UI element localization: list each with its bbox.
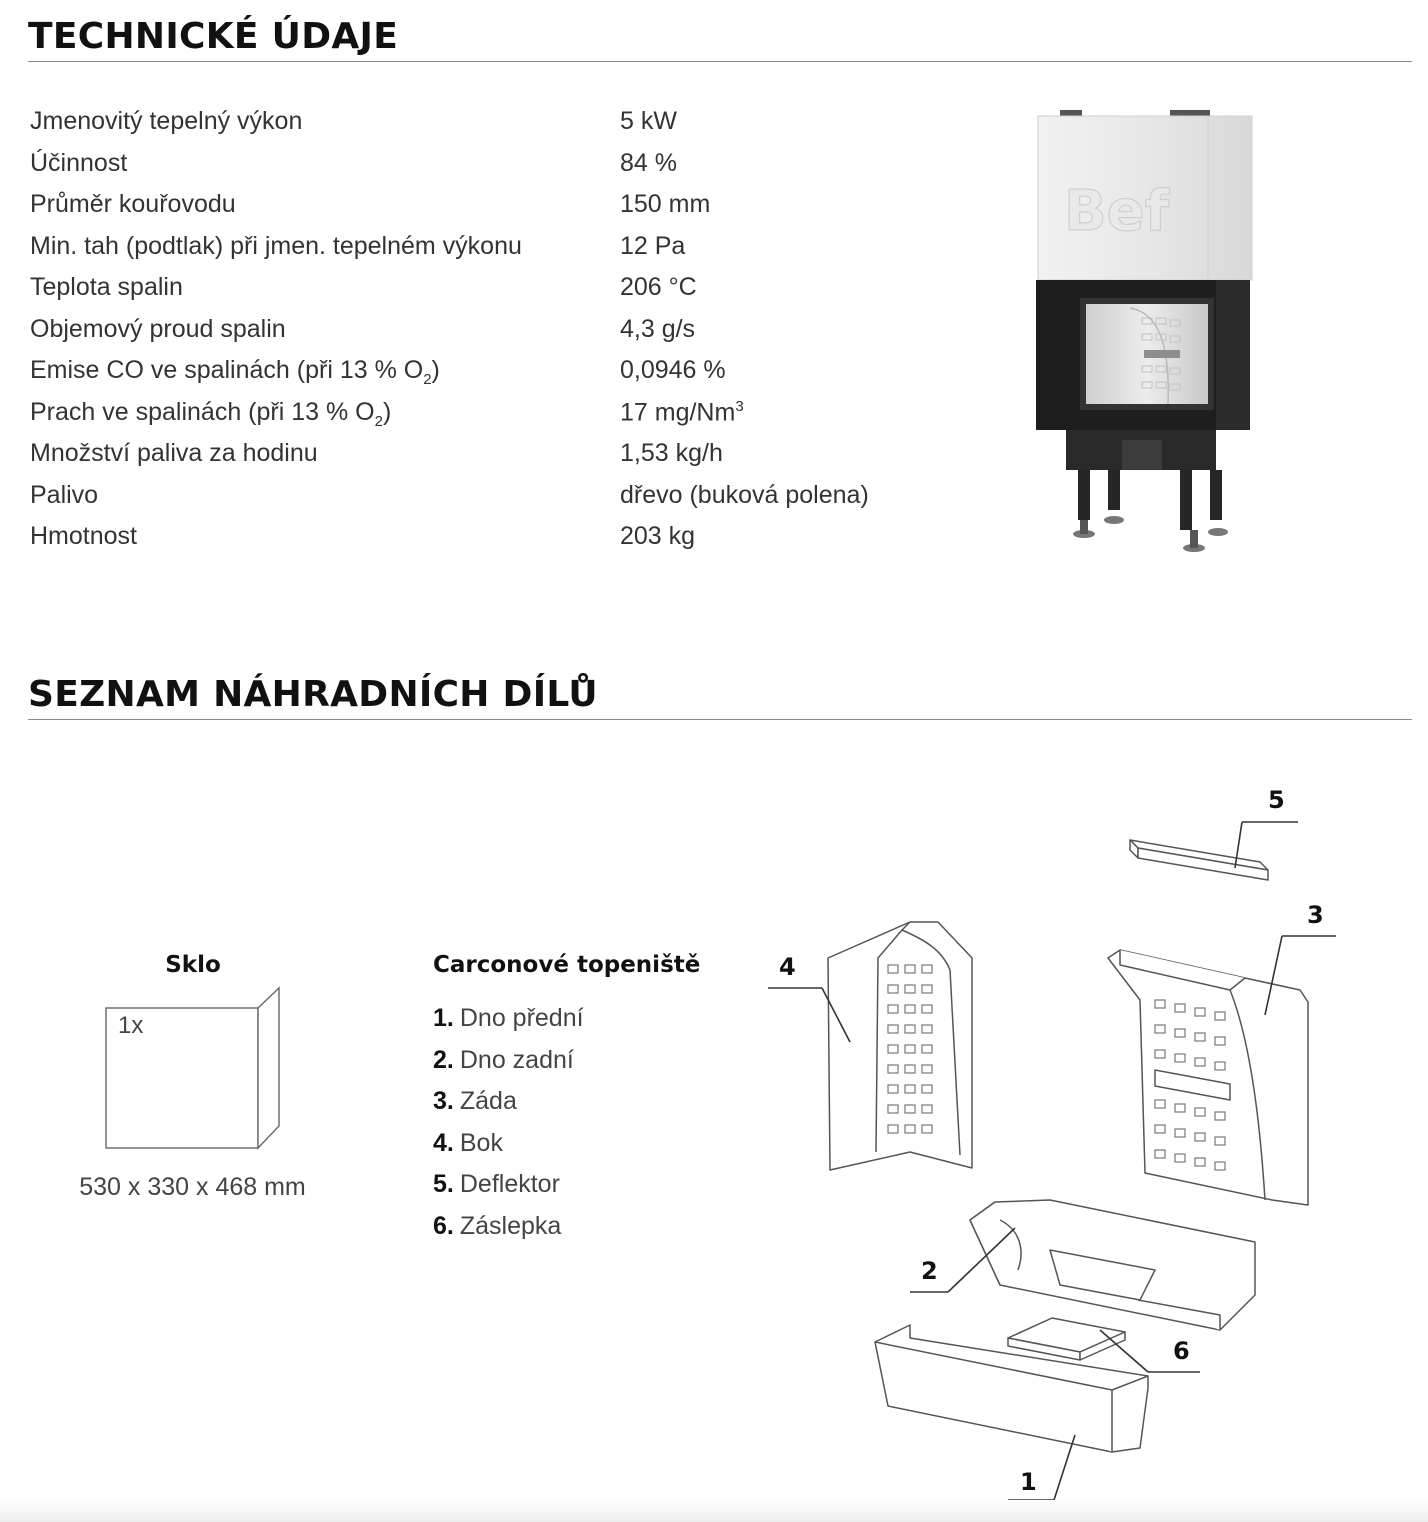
parts-section-title: SEZNAM NÁHRADNÍCH DÍLŮ	[28, 674, 598, 715]
list-item: 2. Dno zadní	[433, 1045, 574, 1074]
callout-3: 3	[1307, 901, 1324, 929]
callout-2: 2	[921, 1257, 938, 1285]
spec-row	[30, 356, 930, 397]
glass-count: 1x	[118, 1012, 144, 1039]
spec-label: Teplota spalin	[30, 273, 183, 301]
list-item: 3. Záda	[433, 1087, 517, 1116]
parts-list	[433, 1004, 584, 1254]
spec-value: 17 mg/Nm$^3$	[620, 397, 744, 426]
parts-section-divider	[28, 719, 1412, 720]
bottom-fade	[0, 1500, 1428, 1522]
spec-row	[30, 481, 930, 522]
callout-1: 1	[1020, 1468, 1037, 1496]
glass-diagram	[104, 986, 282, 1150]
spec-row	[30, 439, 930, 480]
deflector-part	[1130, 840, 1268, 880]
list-item: 1. Dno přední	[433, 1004, 584, 1032]
spec-value: 5 kW	[620, 107, 677, 135]
spec-row	[30, 398, 930, 439]
firebox-title: Carconové topeniště	[433, 952, 701, 978]
spec-value: 12 Pa	[620, 231, 686, 260]
callout-6: 6	[1173, 1337, 1190, 1365]
bef-logo: Bef	[1064, 179, 1170, 244]
spec-label: Emise CO ve spalinách (při 13 % $O_2$)	[30, 356, 440, 388]
spec-label: Jmenovitý tepelný výkon	[30, 107, 303, 135]
spec-value: 150 mm	[620, 190, 711, 218]
spec-row	[30, 232, 930, 273]
spec-label: Hmotnost	[30, 522, 137, 550]
callout-4: 4	[779, 953, 796, 981]
rear-bottom-part	[970, 1200, 1255, 1330]
glass-dimensions: 530 x 330 x 468 mm	[79, 1173, 306, 1201]
spec-label: Účinnost	[30, 148, 128, 177]
list-item: 4. Bok	[433, 1128, 503, 1157]
tech-section-title: TECHNICKÉ ÚDAJE	[28, 16, 399, 57]
tech-section-divider	[28, 61, 1412, 62]
callout-5: 5	[1268, 786, 1285, 814]
exploded-parts-diagram	[760, 780, 1360, 1502]
spec-row	[30, 315, 930, 356]
spec-value: 0,0946 %	[620, 356, 726, 384]
spec-value: 1,53 kg/h	[620, 439, 723, 467]
spec-label: Množství paliva za hodinu	[30, 439, 318, 467]
list-item: 5. Deflektor	[433, 1170, 560, 1199]
spec-label: Palivo	[30, 480, 99, 509]
spec-label: Objemový proud spalin	[30, 314, 286, 343]
spec-row	[30, 107, 930, 148]
spec-label: Průměr kouřovodu	[30, 190, 236, 218]
spec-value: 206 °C	[620, 273, 697, 301]
spec-row	[30, 273, 930, 314]
spec-label: Prach ve spalinách (při 13 % $O_2$)	[30, 397, 392, 430]
spec-value: 203 kg	[620, 522, 696, 550]
spec-row	[30, 522, 930, 563]
blanking-part	[1008, 1318, 1125, 1360]
back-part	[1108, 950, 1308, 1205]
fireplace-product-image	[1030, 108, 1260, 556]
spec-row	[30, 190, 930, 231]
list-item: 6. Záslepka	[433, 1211, 562, 1240]
spec-value: 84 %	[620, 148, 677, 177]
spec-row	[30, 149, 930, 190]
spec-value: 4,3 g/s	[620, 314, 696, 343]
spec-value: dřevo (buková polena)	[620, 480, 869, 509]
spec-label: Min. tah (podtlak) při jmen. tepelném výkonu	[30, 231, 522, 260]
glass-title: Sklo	[165, 952, 221, 978]
side-part	[828, 922, 972, 1170]
